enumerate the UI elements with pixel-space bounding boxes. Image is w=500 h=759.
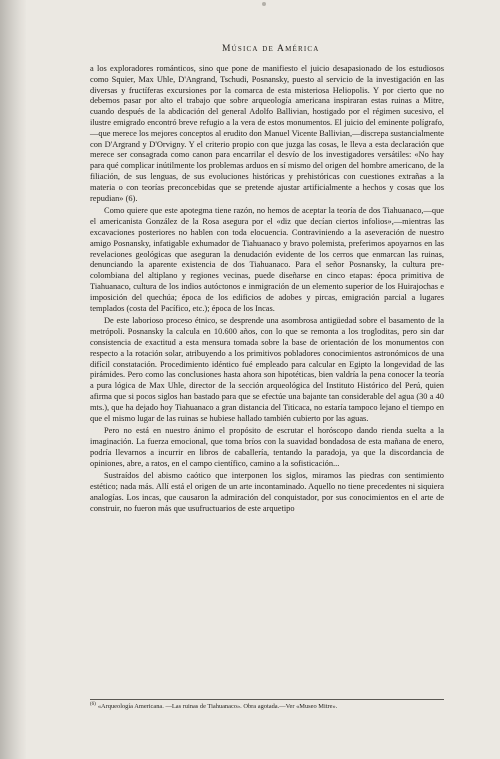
paragraph-2: Como quiere que este apotegma tiene razón, no hemos de aceptar la teoría de dos Tiahuanaco,—que el americanista González de la Rosa asegura por el «diz que decían ciertos infolios»,—mientras las excavaciones posteriores no hablen con toda elocuencia. Contraviniendo a la aseveración de nuestro amigo Posnansky, infatigable exhumador de Tiahuanaco y bravo polemista, preferimos apoyarnos en las revelaciones geológicas que aseguran la denudación evidente de los cerros que enmarcan las ruinas, denunciando la aparente existencia de dos Tiahuanaco. Para el señor Posnansky, la cultura pre-colombiana del altiplano y regiones vecinas, puede diseñarse en cinco etapas: época primitiva de Tiahuanaco, cultura de los indios autóctonos e inmigración de un elemento superior de los Huirajochas e imposición del quechúa; época de los edificios de adobes y pircas, emigración parcial a lugares templados (costa del Pacífico, etc.); época de los Incas.	[90, 206, 444, 313]
running-head: Música de América	[222, 44, 320, 54]
footnote-text: «Arqueología Americana. —Las ruinas de Tiahuanaco». Obra agotada.—Ver «Museo Mitre».	[97, 703, 338, 711]
book-binding-shadow	[0, 0, 26, 759]
footnote-divider	[90, 699, 444, 700]
body-text	[90, 64, 444, 517]
paragraph-5: Sustraídos del abismo caótico que interponen los siglos, miramos las piedras con sentimiento estético; nada más. Allí está el origen de un arte incontaminado. Aquello no tiene precedentes ni siquiera analogías. Los incas, que causaron la admiración del conquistador, por sus conocimientos en el arte de construir, no fueron más que usufructuarios de este arquetipo	[90, 471, 444, 513]
footnote	[90, 701, 444, 711]
ink-smudge	[262, 2, 266, 6]
paragraph-1: a los exploradores románticos, sino que pone de manifiesto el juicio desapasionado de los estudiosos como Squier, Max Uhle, D'Angrand, Tschudi, Posnansky, puesto al servicio de la investigación en las diversas y fructíferas excursiones por la comarca de esta misteriosa Heliopolis. Y por cierto que no debemos pasar por alto el trabajo que sobre arqueología americana inspiraran estas ruinas a Mitre, cuando después de la abdicación del general Adolfo Ballivian, hostigado por el régimen sucesivo, el ilustre emigrado encontró breve refugio a la vera de estos monumentos. El juicio del eminente polígrafo,—que merece los mejores conceptos al erudito don Manuel Vicente Ballivian,—discrepa sustancialmente con D'Argrand y D'Orvigny. Y el criterio propio con que juzga las cosas, le lleva a esta declaración que merece ser consagrada como canon para encarrilar el desvío de los investigadores versátiles: «No hay para qué complicar inútilmente los problemas arduos en sí mismo del origen del hombre americano, de la filiación, de sus lenguas, de sus evoluciones históricas y prehistóricas con cuestiones extrañas a la materia o con teorías preconcebidas que se pretende ajustar artificialmente a hechos y cosas que los repudian» (6).	[90, 64, 444, 203]
footnote-marker: (6)	[90, 702, 96, 707]
paragraph-3: De este laborioso proceso étnico, se desprende una asombrosa antigüedad sobre el basamento de la metrópoli. Posnansky la calcula en 10.600 años, con lo que se remonta a los trogloditas, pero sin dar consistencia de exactitud a esta mensura tomada sobre la base de orientación de los monumentos con respecto a la rotación solar, atribuyendo a los primitivos pobladores conocimientos astronómicos de una difícil constatación. Procedimiento idéntico fué empleado para calcular en Egipto la longevidad de las pirámides. Pero como las conclusiones hasta ahora son hipotéticas, bien valdría la pena conocer la teoría a pura lógica de Max Uhle, director de la sección arqueológica del Instituto Histórico del Perú, quien afirma que si pocos siglos han bastado para que se efectúe una bajante tan considerable del agua (30 a 40 mts.), que ha dejado hoy Tiahuanaco a gran distancia del Titicaca, no estaría tampoco lejano el tiempo en que el mismo lugar de las ruinas se hubiese hallado también cubierto por las aguas.	[90, 316, 444, 423]
paragraph-4: Pero no está en nuestro ánimo el propósito de escrutar el horóscopo dando rienda suelta a la imaginación. La fuerza emocional, que toma bríos con la suavidad bondadosa de esta mañana de enero, podría llevarnos a incurrir en libros de caballería, tentando la paradoja, ya que la discordancia de opiniones, abre, a ratos, en el campo científico, camino a la sofisticación...	[90, 426, 444, 468]
